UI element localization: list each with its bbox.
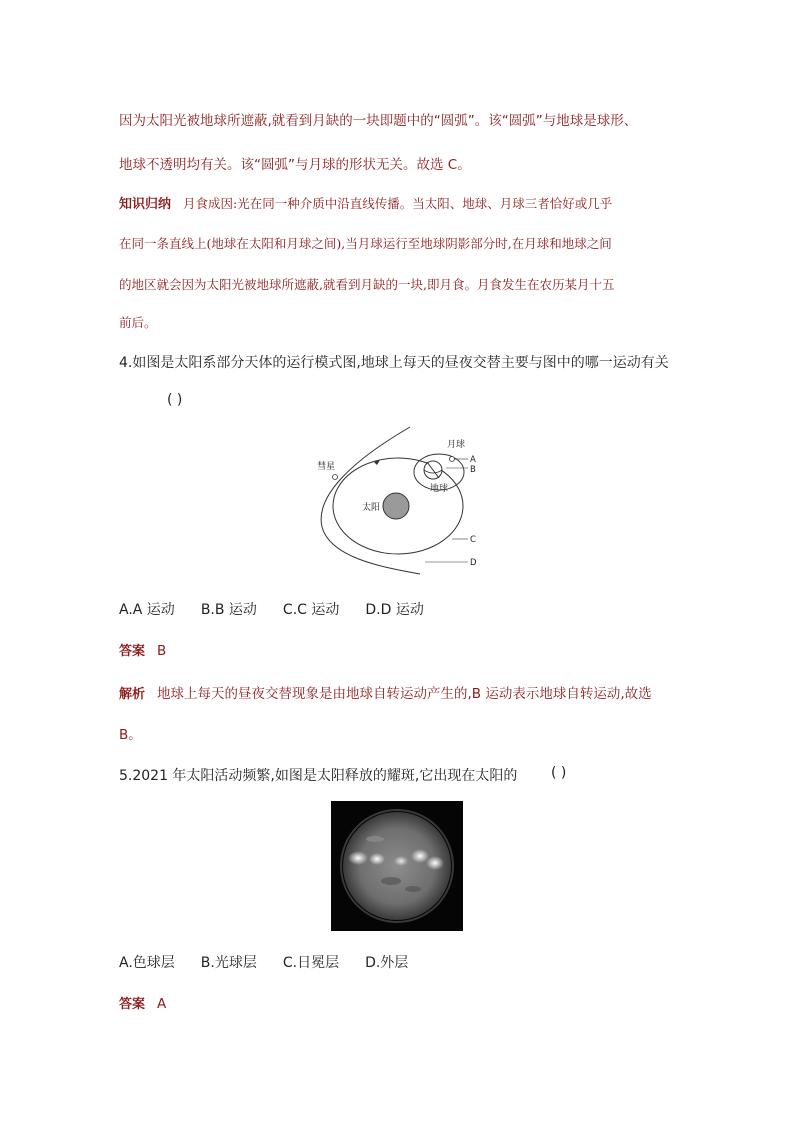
q4-option-c[interactable]: C.C 运动 (282, 602, 340, 618)
knowledge-line-1: 月食成因:光在同一种介质中沿直线传播。当太阳、地球、月球三者恰好或几乎 (183, 196, 613, 211)
q5-answer-label: 答案 (119, 997, 146, 1012)
solar-flare-image (331, 801, 463, 931)
q4-answer-value: B (157, 643, 167, 659)
q4-answer-label: 答案 (119, 644, 146, 659)
sun-label: 太阳 (362, 503, 381, 513)
q5-option-c[interactable]: C.日冕层 (282, 955, 340, 971)
q3-explanation-line-1: 因为太阳光被地球所遮蔽,就看到月缺的一块即题中的“圆弧”。该“圆弧”与地球是球形、 (119, 113, 638, 129)
q4-options (119, 599, 450, 619)
q5-answer-paren: ( ) (551, 765, 567, 781)
q5-answer-value: A (157, 996, 167, 1012)
q3-explanation-line-2: 地球不透明均有关。该“圆弧”与月球的形状无关。故选 C。 (119, 157, 471, 173)
q5-options (119, 952, 434, 972)
knowledge-label: 知识归纳 (119, 197, 172, 212)
q4-stem: 4.如图是太阳系部分天体的运行模式图,地球上每天的昼夜交替主要与图中的哪一运动有关 (119, 355, 669, 371)
label-b: B (470, 465, 476, 475)
q4-analysis-line-2: B。 (119, 727, 142, 743)
q5-option-b[interactable]: B.光球层 (200, 955, 257, 971)
q5-option-a[interactable]: A.色球层 (119, 955, 175, 971)
knowledge-line-2: 在同一条直线上(地球在太阳和月球之间),当月球运行至地球阴影部分时,在月球和地球之间 (119, 236, 612, 251)
q5-answer (119, 993, 166, 1012)
q5-option-d[interactable]: D.外层 (365, 955, 409, 971)
q4-analysis (119, 682, 652, 702)
sun-icon (383, 493, 409, 519)
q4-option-d[interactable]: D.D 运动 (365, 602, 424, 618)
q4-analysis-label: 解析 (119, 687, 146, 702)
q4-option-b[interactable]: B.B 运动 (200, 602, 257, 618)
label-d: D (470, 558, 477, 568)
q5-stem: 5.2021 年太阳活动频繁,如图是太阳释放的耀斑,它出现在太阳的 (119, 768, 518, 784)
label-a: A (470, 455, 476, 465)
q4-answer-paren: ( ) (167, 392, 183, 408)
label-c: C (470, 535, 476, 545)
knowledge-line-3: 的地区就会因为太阳光被地球所遮蔽,就看到月缺的一块,即月食。月食发生在农历某月十五 (119, 277, 615, 292)
q4-analysis-line-1: 地球上每天的昼夜交替现象是由地球自转运动产生的,B 运动表示地球自转运动,故选 (157, 686, 652, 702)
knowledge-line-4: 前后。 (119, 315, 157, 330)
moon-label: 月球 (447, 440, 466, 450)
q4-answer (119, 640, 166, 659)
comet-icon (333, 475, 338, 480)
knowledge-summary (119, 193, 612, 212)
solar-system-diagram (300, 422, 500, 582)
comet-label: 彗星 (317, 462, 336, 472)
q4-option-a[interactable]: A.A 运动 (119, 602, 175, 618)
moon-icon (450, 457, 455, 462)
earth-label: 地球 (430, 484, 449, 494)
